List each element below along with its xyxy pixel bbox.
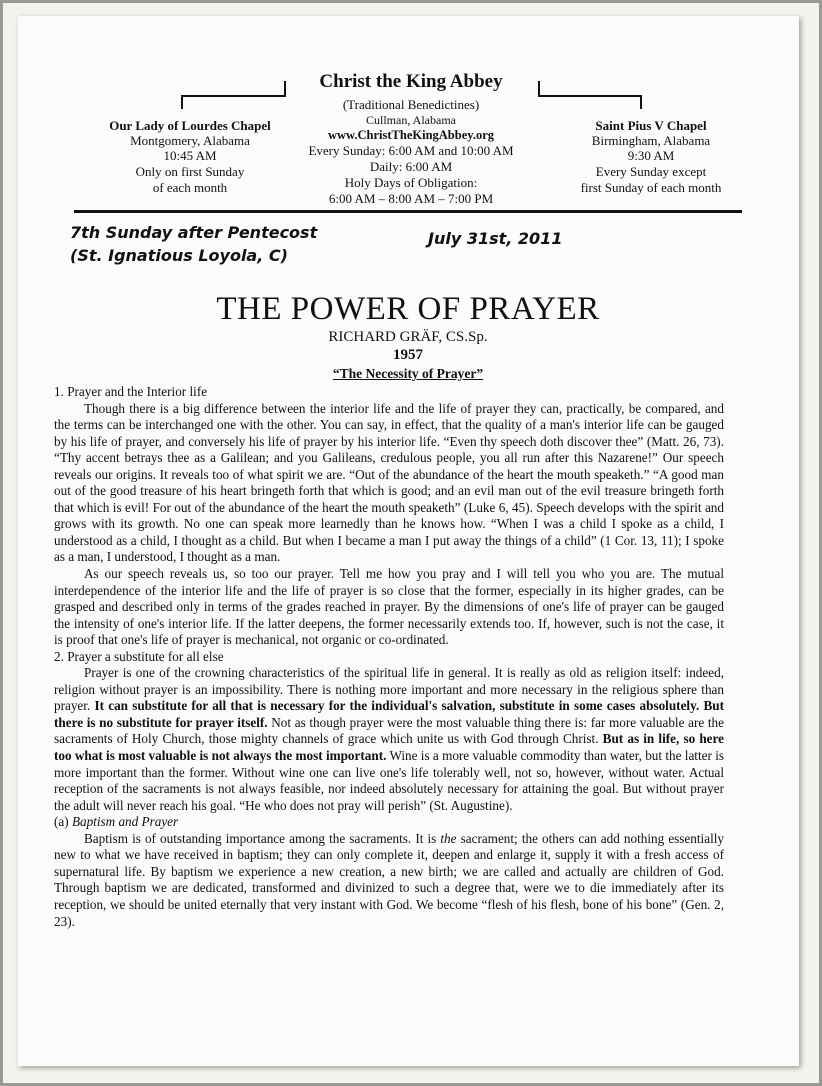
liturgical-saint: (St. Ignatious Loyola, C) — [70, 246, 288, 265]
header-bracket-left-rise — [284, 81, 286, 97]
abbey-sunday-times: Every Sunday: 6:00 AM and 10:00 AM — [308, 143, 514, 158]
bulletin-date: July 31st, 2011 — [428, 229, 563, 248]
right-chapel-name: Saint Pius V Chapel — [595, 118, 707, 133]
article-body — [54, 384, 724, 930]
liturgical-sunday: 7th Sunday after Pentecost — [70, 223, 318, 242]
section-heading: 1. Prayer and the Interior life — [54, 384, 208, 399]
paragraph-text: Not as though prayer were the most valuable thing there is: far more valuable are the sacraments of Holy Church, those mighty channels of grace which unite us with God through Christ. — [54, 714, 724, 747]
header-bracket-right-rule — [538, 95, 641, 97]
subsection-title: Baptism and Prayer — [71, 814, 179, 830]
right-chapel-note1: Every Sunday except — [595, 164, 707, 179]
paragraph-text: Prayer is one of the crowning characteristics of the spiritual life in general. It is really as old as religion itself: indeed, religion without prayer is an impossibility. There is nothing more important and more necessary in the religious sphere than prayer. — [54, 665, 724, 714]
abbey-subtitle: (Traditional Benedictines) — [342, 97, 480, 112]
subsection-prefix: (a) — [54, 814, 72, 830]
paragraph-bold-text: But as in life, so here too what is most valuable is not always the most important. — [54, 731, 724, 764]
article-subheading: “The Necessity of Prayer” — [332, 366, 484, 381]
abbey-city: Cullman, Alabama — [366, 113, 456, 127]
paragraph: Though there is a big difference between the interior life and the life of prayer they can, practically, be compared, and the terms can be interchanged one with the other. You can say, in effect, that the quality of a man's interior life can be gauged by his life of prayer, and conversely his life of prayer by his interior life. “Even thy speech doth discover thee” (Matt. 26, 73). “Thy accent betrays thee as a Galilean; and you Galileans, credulous people, you all run after this Nazarene!” Our speech reveals our origins. It reveals too of what spirit we are. “Out of the abundance of the heart the mouth speaketh.” “A good man out of the good treasure of his heart bringeth forth that which is good; and an evil man out of the evil treasure bringeth forth that which is evil! For out of the abundance of the heart the mouth speaketh” (Luke 6, 45). Speech develops with the spirit and grows with its growth. No one can speak more learnedly than he knows how. “When I was a child I spoke as a child, I understood as a child, I thought as a child. But when I became a man I put away the things of a child” (1 Cor. 13, 11); I spoke as a man, I understood, I thought as a man. — [54, 400, 724, 565]
header-bracket-left-drop — [181, 95, 183, 109]
right-chapel-time: 9:30 AM — [627, 148, 675, 163]
subsection-heading — [54, 814, 724, 831]
header-divider — [74, 210, 742, 213]
article-year: 1957 — [393, 347, 423, 363]
article-author: RICHARD GRÄF, CS.Sp. — [328, 329, 488, 345]
abbey-name: Christ the King Abbey — [319, 71, 503, 92]
paragraph — [54, 831, 724, 930]
left-chapel-time: 10:45 AM — [163, 148, 217, 163]
right-chapel-city: Birmingham, Alabama — [591, 133, 711, 148]
paragraph-text: sacrament; the others can add nothing essentially new to what we have received in baptism; they can only complete it, deepen and enlarge it, supply it with a fresh access of supernatural life. By baptism we experience a new creation, a new birth; we are called and actually are children of God. Through baptism we are dedicated, transformed and divinized to such a degree that, were we to die immediately after its reception, we should be united eternally that very instant with God. We become “flesh of his flesh, bone of his bone” (Gen. 2, 23). — [54, 830, 724, 929]
abbey-daily-times: Daily: 6:00 AM — [369, 159, 453, 174]
article-title: THE POWER OF PRAYER — [216, 291, 600, 327]
paragraph: As our speech reveals us, so too our prayer. Tell me how you pray and I will tell you who you are. The mutual interdependence of the interior life and the life of prayer is so close that the former, especially in its higher grades, can be grasped and described only in terms of the grades reached in prayer. By the dimensions of one's life of prayer can be gauged the intensity of one's interior life. If the latter deepens, the former necessarily extends too. If, however, such is not the case, it is proof that one's life of prayer is mechanical, not organic or co-ordinated. — [54, 566, 724, 648]
left-chapel-name: Our Lady of Lourdes Chapel — [109, 118, 271, 133]
header-bracket-right-drop — [640, 95, 642, 109]
paragraph-text: Baptism is of outstanding importance among the sacraments. It is — [84, 830, 441, 846]
right-chapel-note2: first Sunday of each month — [580, 180, 722, 195]
paragraph-italic-text: the — [440, 830, 457, 846]
header-bracket-left-rule — [181, 95, 285, 97]
paragraph — [54, 665, 724, 814]
abbey-holy-days: Holy Days of Obligation: — [344, 175, 478, 190]
paragraph-text: Wine is a more valuable commodity than water, but the latter is more important than the former. Without wine one can live one's life tolerably well, not so, however, without water. Actual reception of the sacraments is not always feasible, nor indeed absolutely necessary for attaining the goal. But without prayer the adult will never reach his goal. “He who does not pray will perish” (St. Augustine). — [54, 748, 724, 813]
abbey-website: www.ChristTheKingAbbey.org — [328, 128, 494, 142]
left-chapel-note2: of each month — [152, 180, 228, 195]
section-heading: 2. Prayer a substitute for all else — [54, 648, 224, 664]
abbey-holy-days-times: 6:00 AM – 8:00 AM – 7:00 PM — [328, 191, 494, 206]
left-chapel-note1: Only on first Sunday — [135, 164, 245, 179]
paragraph-bold-text: It can substitute for all that is necessary for the individual's salvation, substitute in some cases absolutely. But there is no substitute for prayer itself. — [54, 698, 724, 730]
left-chapel-city: Montgomery, Alabama — [130, 133, 250, 148]
